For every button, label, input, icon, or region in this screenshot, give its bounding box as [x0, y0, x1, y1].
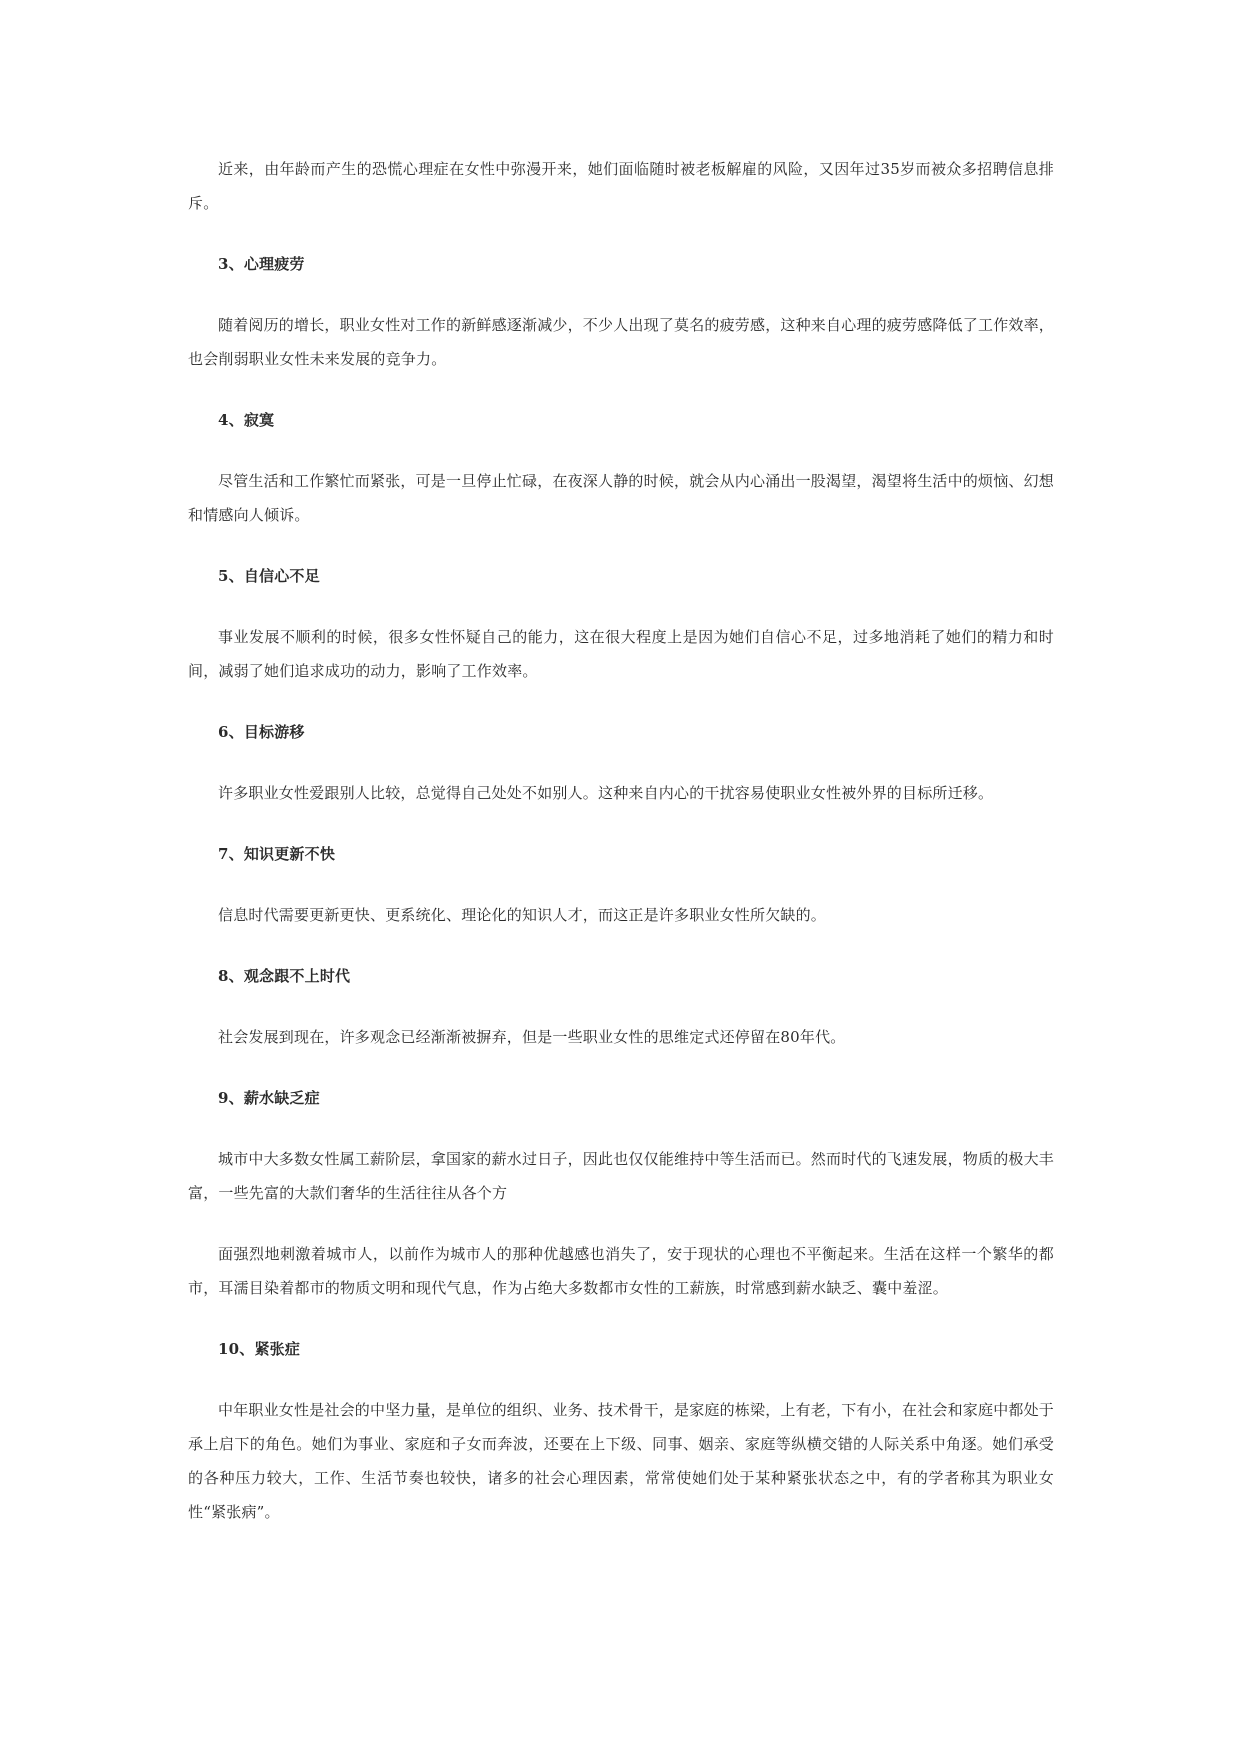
paragraph-salary-2: 面强烈地刺激着城市人，以前作为城市人的那种优越感也消失了，安于现状的心理也不平衡起来。生活在这样一个繁华的都市，耳濡目染着都市的物质文明和现代气息，作为占绝大多数都市女性的工薪族，时常感到薪水缺乏、囊中羞涩。	[188, 1245, 1054, 1297]
document-body	[188, 152, 1054, 1529]
paragraph-concepts: 社会发展到现在，许多观念已经渐渐被摒弃，但是一些职业女性的思维定式还停留在80年代。	[218, 1028, 846, 1046]
heading-concepts: 8、观念跟不上时代	[218, 967, 351, 985]
paragraph-age-anxiety: 近来，由年龄而产生的恐慌心理症在女性中弥漫开来，她们面临随时被老板解雇的风险，又因年过35岁而被众多招聘信息排斥。	[188, 160, 1054, 212]
heading-knowledge: 7、知识更新不快	[218, 845, 336, 863]
paragraph-salary-1: 城市中大多数女性属工薪阶层，拿国家的薪水过日子，因此也仅仅能维持中等生活而已。然而时代的飞速发展，物质的极大丰富，一些先富的大款们奢华的生活往往从各个方	[188, 1150, 1055, 1202]
heading-tension: 10、紧张症	[218, 1340, 301, 1358]
paragraph-confidence: 事业发展不顺利的时候，很多女性怀疑自己的能力，这在很大程度上是因为她们自信心不足，过多地消耗了她们的精力和时间，减弱了她们追求成功的动力，影响了工作效率。	[188, 628, 1054, 680]
paragraph-knowledge: 信息时代需要更新更快、更系统化、理论化的知识人才，而这正是许多职业女性所欠缺的。	[218, 906, 827, 924]
paragraph-fatigue: 随着阅历的增长，职业女性对工作的新鲜感逐渐减少，不少人出现了莫名的疲劳感，这种来自心理的疲劳感降低了工作效率，也会削弱职业女性未来发展的竞争力。	[188, 316, 1055, 368]
heading-fatigue: 3、心理疲劳	[218, 255, 305, 273]
heading-confidence: 5、自信心不足	[218, 567, 320, 585]
paragraph-loneliness: 尽管生活和工作繁忙而紧张，可是一旦停止忙碌，在夜深人静的时候，就会从内心涌出一股渴望，渴望将生活中的烦恼、幻想和情感向人倾诉。	[188, 472, 1055, 524]
heading-loneliness: 4、寂寞	[218, 411, 275, 429]
paragraph-tension: 中年职业女性是社会的中坚力量，是单位的组织、业务、技术骨干，是家庭的栋梁，上有老，下有小，在社会和家庭中都处于承上启下的角色。她们为事业、家庭和子女而奔波，还要在上下级、同事、姻亲、家庭等纵横交错的人际关系中角逐。她们承受的各种压力较大，工作、生活节奏也较快，诸多的社会心理因素，常常使她们处于某种紧张状态之中，有的学者称其为职业女性“紧张病”。	[188, 1401, 1055, 1521]
paragraph-goal-drift: 许多职业女性爱跟别人比较，总觉得自己处处不如别人。这种来自内心的干扰容易使职业女性被外界的目标所迁移。	[218, 784, 994, 802]
heading-goal-drift: 6、目标游移	[218, 723, 305, 741]
heading-salary: 9、薪水缺乏症	[218, 1089, 320, 1107]
